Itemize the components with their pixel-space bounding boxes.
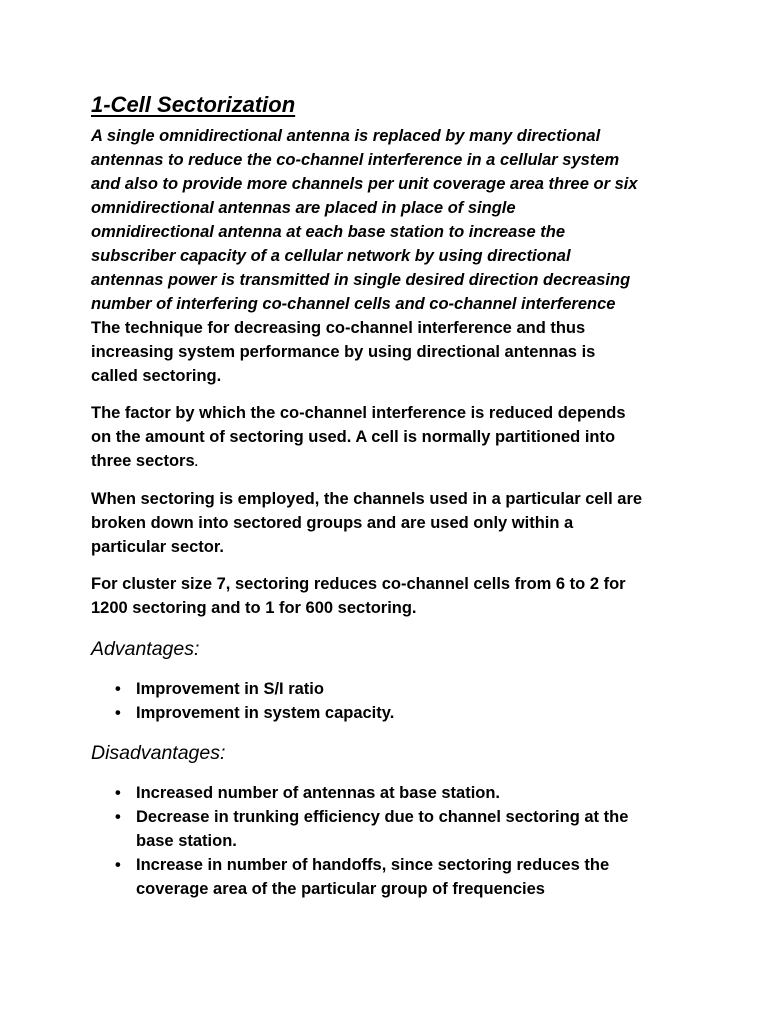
paragraph-line: on the amount of sectoring used. A cell is normally partitioned into [91, 428, 616, 446]
intro-paragraph [91, 124, 691, 388]
advantages-heading: Advantages: [91, 638, 200, 660]
bullet-icon: • [115, 784, 121, 802]
list-item [91, 701, 691, 725]
intro-line: omnidirectional antennas are placed in place of single [91, 199, 516, 217]
bullet-icon: • [115, 856, 121, 874]
advantages-list [91, 677, 691, 725]
list-item-text: base station. [136, 832, 237, 850]
disadvantages-list [91, 781, 691, 901]
intro-line: number of interfering co-channel cells and co-channel interference [91, 295, 616, 313]
intro-line: called sectoring. [91, 367, 222, 385]
list-item [91, 805, 691, 853]
intro-line: antennas power is transmitted in single desired direction decreasing [91, 271, 631, 289]
cluster-size-paragraph [91, 572, 691, 620]
bullet-icon: • [115, 808, 121, 826]
paragraph-line: particular sector. [91, 538, 224, 556]
intro-line: A single omnidirectional antenna is replaced by many directional [91, 127, 601, 145]
intro-line: antennas to reduce the co-channel interference in a cellular system [91, 151, 620, 169]
document-page [91, 88, 691, 901]
list-item-text: Improvement in S/I ratio [136, 680, 324, 698]
list-item-text: Improvement in system capacity. [136, 704, 395, 722]
list-item-text: coverage area of the particular group of frequencies [136, 880, 545, 898]
list-item-text: Increased number of antennas at base station. [136, 784, 501, 802]
paragraph-text: three sectors [91, 452, 195, 470]
page-title: 1-Cell Sectorization [91, 92, 296, 117]
list-item-text: Decrease in trunking efficiency due to channel sectoring at the [136, 808, 629, 826]
bullet-icon: • [115, 704, 121, 722]
list-item [91, 781, 691, 805]
paragraph-line: 1200 sectoring and to 1 for 600 sectoring. [91, 599, 417, 617]
disadvantages-heading: Disadvantages: [91, 742, 226, 764]
paragraph-line: For cluster size 7, sectoring reduces co-channel cells from 6 to 2 for [91, 575, 626, 593]
bullet-icon: • [115, 680, 121, 698]
paragraph-line: The factor by which the co-channel interference is reduced depends [91, 404, 626, 422]
list-item-text: Increase in number of handoffs, since sectoring reduces the [136, 856, 610, 874]
intro-line: and also to provide more channels per unit coverage area three or six [91, 175, 638, 193]
sectoring-groups-paragraph [91, 487, 691, 559]
intro-line: subscriber capacity of a cellular network by using directional [91, 247, 571, 265]
list-item [91, 853, 691, 901]
paragraph-line: When sectoring is employed, the channels used in a particular cell are [91, 490, 643, 508]
paragraph-line: broken down into sectored groups and are used only within a [91, 514, 574, 532]
paragraph-line [91, 449, 691, 474]
intro-line: omnidirectional antenna at each base station to increase the [91, 223, 566, 241]
intro-line: increasing system performance by using directional antennas is [91, 343, 596, 361]
list-item [91, 677, 691, 701]
intro-line: The technique for decreasing co-channel interference and thus [91, 319, 586, 337]
sectoring-factor-paragraph [91, 401, 691, 474]
paragraph-period: . [194, 455, 198, 469]
